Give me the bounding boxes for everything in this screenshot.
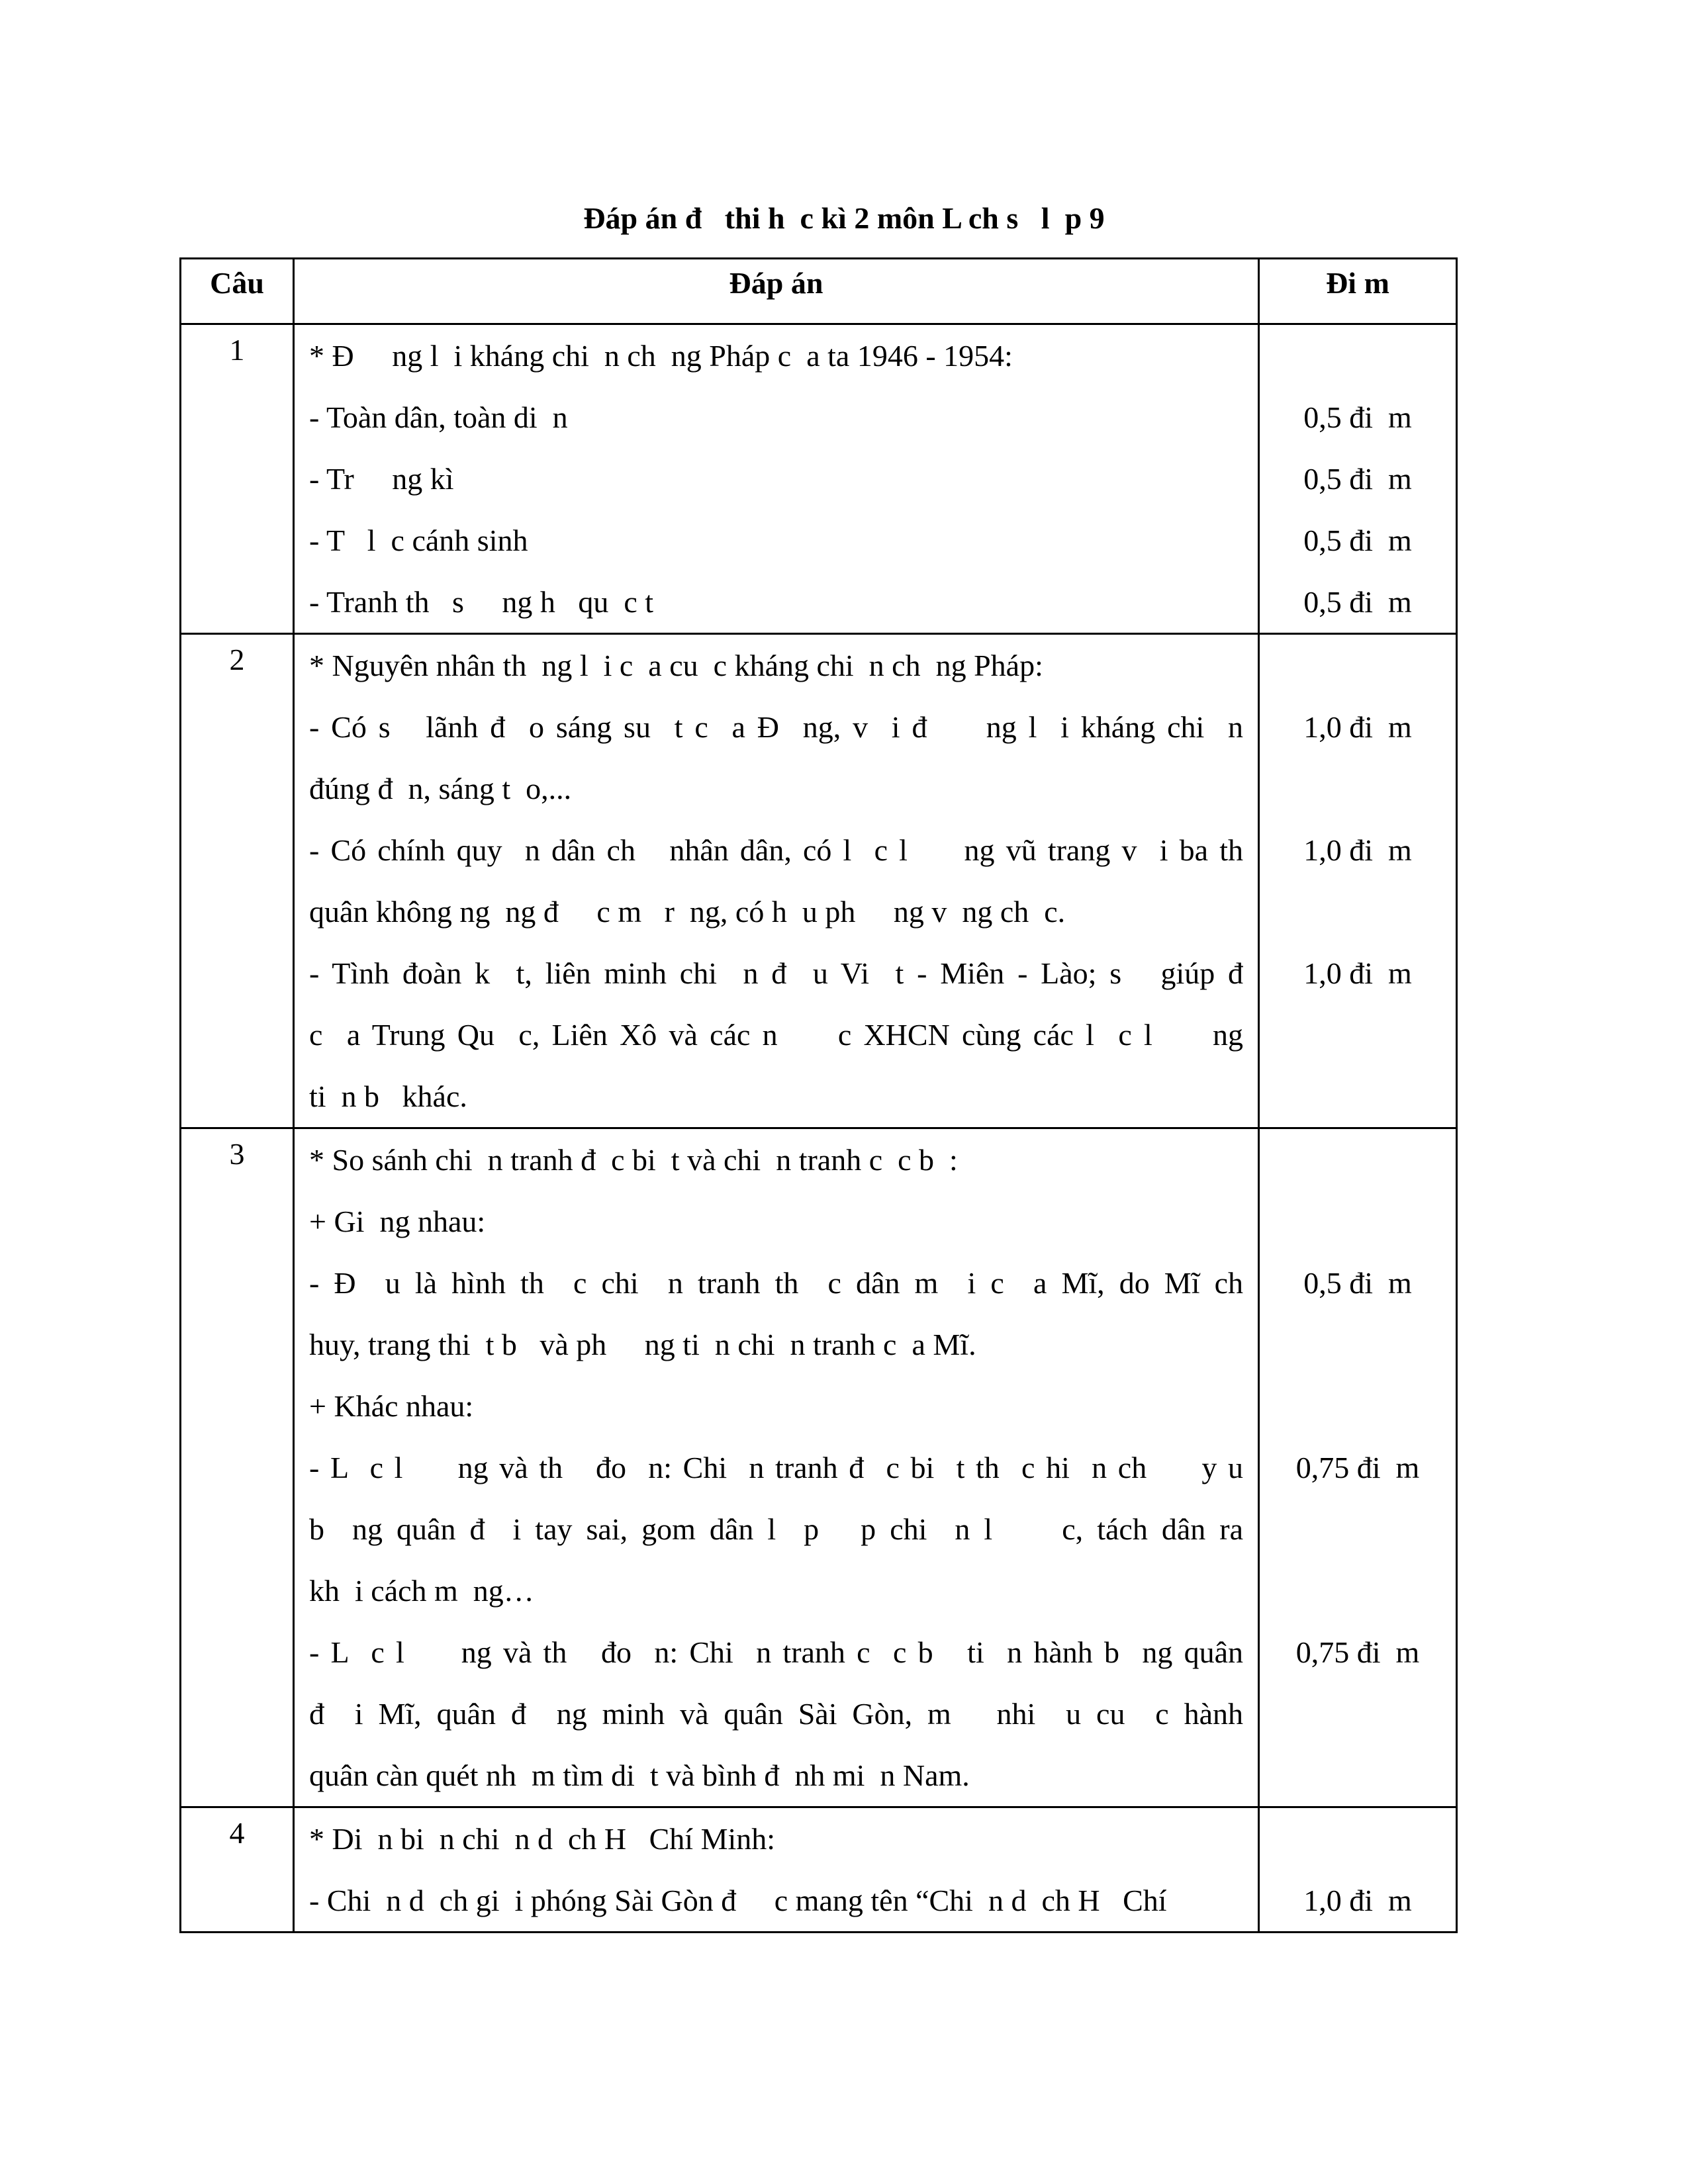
score-line: 0,5 đi m bbox=[1303, 400, 1412, 434]
score-line: 0,75 đi m bbox=[1295, 1451, 1420, 1484]
answer-line: - Tr ng kì bbox=[309, 462, 454, 496]
score-line bbox=[1260, 1129, 1456, 1191]
answer-line: - Có s lãnh đ o sáng su t c a Đ ng, v i đ ng l i kháng chi n bbox=[309, 710, 1243, 744]
score-line: 1,0 đi m bbox=[1303, 833, 1412, 867]
answer-cell bbox=[294, 1807, 1259, 1933]
score-line bbox=[1260, 1808, 1456, 1870]
question-number-text: 2 bbox=[229, 643, 245, 676]
score-line bbox=[1260, 325, 1456, 387]
question-number bbox=[181, 1128, 294, 1807]
score-line bbox=[1260, 1683, 1456, 1745]
answer-line: quân không ng ng đ c m r ng, có h u ph ng v ng ch c. bbox=[309, 895, 1066, 929]
question-number bbox=[181, 634, 294, 1128]
score-cell bbox=[1259, 634, 1457, 1128]
score-line: 0,5 đi m bbox=[1303, 523, 1412, 557]
score-line: 1,0 đi m bbox=[1303, 1884, 1412, 1917]
table-body bbox=[181, 324, 1457, 1933]
score-cell bbox=[1259, 1128, 1457, 1807]
answer-table bbox=[179, 257, 1458, 1933]
score-line: 0,75 đi m bbox=[1295, 1635, 1420, 1669]
header-score: Đi m bbox=[1259, 259, 1457, 324]
answer-line: - Có chính quy n dân ch nhân dân, có l c l ng vũ trang v i ba th bbox=[309, 833, 1243, 867]
answer-line: quân càn quét nh m tìm di t và bình đ nh mi n Nam. bbox=[309, 1758, 970, 1792]
score-line bbox=[1260, 1314, 1456, 1375]
answer-line: + Gi ng nhau: bbox=[309, 1205, 486, 1238]
score-line bbox=[1260, 635, 1456, 696]
answer-line: đ i Mĩ, quân đ ng minh và quân Sài Gòn, m nhi u cu c hành bbox=[309, 1697, 1243, 1731]
score-line bbox=[1260, 1498, 1456, 1560]
score-line bbox=[1260, 1004, 1456, 1066]
answer-line: * So sánh chi n tranh đ c bi t và chi n tranh c c b : bbox=[309, 1143, 958, 1177]
score-line: 0,5 đi m bbox=[1303, 1266, 1412, 1300]
table-header-row bbox=[181, 259, 1457, 324]
question-number-text: 4 bbox=[229, 1816, 245, 1850]
score-cell bbox=[1259, 324, 1457, 634]
score-line bbox=[1260, 758, 1456, 819]
table-row bbox=[181, 324, 1457, 634]
answer-line: huy, trang thi t b và ph ng ti n chi n tranh c a Mĩ. bbox=[309, 1328, 976, 1361]
answer-line: kh i cách m ng… bbox=[309, 1574, 534, 1608]
answer-line: ti n b khác. bbox=[309, 1079, 467, 1113]
table-row bbox=[181, 1807, 1457, 1933]
answer-line: - L c l ng và th đo n: Chi n tranh c c b ti n hành b ng quân bbox=[309, 1635, 1243, 1669]
answer-line: đúng đ n, sáng t o,... bbox=[309, 772, 572, 805]
answer-line: - L c l ng và th đo n: Chi n tranh đ c bi t th c hi n ch y u bbox=[309, 1451, 1243, 1484]
score-line bbox=[1260, 1191, 1456, 1252]
question-number-text: 3 bbox=[229, 1137, 245, 1171]
score-line bbox=[1260, 1745, 1456, 1806]
answer-line: - Tranh th s ng h qu c t bbox=[309, 585, 654, 619]
table-row bbox=[181, 634, 1457, 1128]
table-row bbox=[181, 1128, 1457, 1807]
answer-cell bbox=[294, 1128, 1259, 1807]
answer-line: + Khác nhau: bbox=[309, 1389, 474, 1423]
score-line: 1,0 đi m bbox=[1303, 710, 1412, 744]
question-number bbox=[181, 324, 294, 634]
answer-line: - Toàn dân, toàn di n bbox=[309, 400, 568, 434]
score-line bbox=[1260, 1375, 1456, 1437]
answer-cell bbox=[294, 634, 1259, 1128]
answer-line: * Nguyên nhân th ng l i c a cu c kháng chi n ch ng Pháp: bbox=[309, 649, 1043, 682]
score-line: 1,0 đi m bbox=[1303, 956, 1412, 990]
answer-line: c a Trung Qu c, Liên Xô và các n c XHCN cùng các l c l ng bbox=[309, 1018, 1243, 1052]
page-title: Đáp án đ thi h c kì 2 môn L ch s l p 9 bbox=[583, 201, 1105, 235]
score-line bbox=[1260, 1066, 1456, 1127]
header-answer: Đáp án bbox=[294, 259, 1259, 324]
answer-line: - Chi n d ch gi i phóng Sài Gòn đ c mang tên “Chi n d ch H Chí bbox=[309, 1884, 1167, 1917]
answer-line: - T l c cánh sinh bbox=[309, 523, 528, 557]
score-cell bbox=[1259, 1807, 1457, 1933]
answer-line: * Di n bi n chi n d ch H Chí Minh: bbox=[309, 1822, 776, 1856]
question-number-text: 1 bbox=[229, 333, 245, 367]
answer-line: b ng quân đ i tay sai, gom dân l p p chi n l c, tách dân ra bbox=[309, 1512, 1243, 1546]
score-line: 0,5 đi m bbox=[1303, 462, 1412, 496]
score-line bbox=[1260, 881, 1456, 942]
answer-line: * Đ ng l i kháng chi n ch ng Pháp c a ta 1946 - 1954: bbox=[309, 339, 1013, 373]
header-question: Câu bbox=[181, 259, 294, 324]
score-line bbox=[1260, 1560, 1456, 1621]
score-line: 0,5 đi m bbox=[1303, 585, 1412, 619]
question-number bbox=[181, 1807, 294, 1933]
answer-cell bbox=[294, 324, 1259, 634]
answer-line: - Đ u là hình th c chi n tranh th c dân m i c a Mĩ, do Mĩ ch bbox=[309, 1266, 1243, 1300]
answer-line: - Tình đoàn k t, liên minh chi n đ u Vi t - Miên - Lào; s giúp đ bbox=[309, 956, 1243, 990]
